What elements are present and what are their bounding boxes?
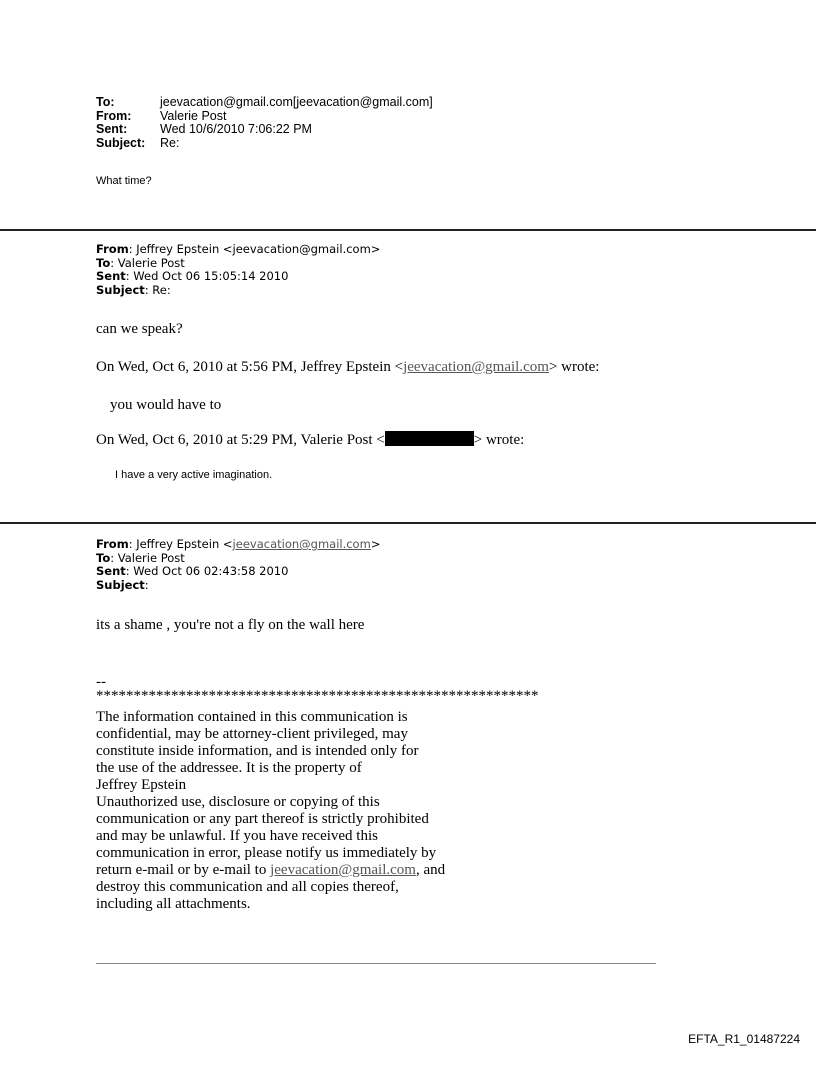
msg3-to-row [96, 552, 380, 566]
from-value: Valerie Post [160, 108, 227, 123]
msg3-sent-row [96, 565, 380, 579]
quote1-prefix: On Wed, Oct 6, 2010 at 5:56 PM, Jeffrey Epstein < [96, 359, 404, 375]
msg2-from-row [96, 243, 380, 257]
signature-rule [96, 963, 656, 964]
disclaimer-l10-prefix: return e-mail or by e-mail to [96, 862, 271, 878]
msg3-from-email-link[interactable]: jeevacation@gmail.com [232, 537, 371, 551]
quote1-email-link[interactable]: jeevacation@gmail.com [403, 359, 549, 375]
msg2-from-label: From [96, 242, 129, 256]
quote1-attribution [96, 359, 599, 376]
msg2-subject-value: : Re: [144, 282, 171, 297]
to-value: jeevacation@gmail.com[jeevacation@gmail.com] [160, 95, 433, 109]
quote1-suffix: > wrote: [548, 359, 600, 375]
subject-label: Subject: [96, 135, 146, 150]
subject-value: Re: [160, 135, 180, 150]
quote2-attribution [96, 431, 524, 449]
signature-dash: -- [96, 674, 106, 690]
divider [0, 229, 816, 231]
msg2-to-label: To [96, 255, 111, 270]
header-sent-row [96, 123, 433, 137]
msg2-from-value: : Jeffrey Epstein <jeevacation@gmail.com> [128, 242, 381, 256]
message-header [96, 538, 380, 592]
msg2-sent-label: Sent [96, 269, 126, 283]
msg2-body: can we speak? [96, 321, 183, 337]
disclaimer-line: destroy this communication and all copies thereof, [96, 879, 399, 895]
disclaimer-line: the use of the addressee. It is the property of [96, 760, 362, 776]
sent-label: Sent: [96, 122, 128, 136]
header-subject-row [96, 137, 433, 151]
disclaimer-line: and may be unlawful. If you have received this [96, 828, 378, 844]
msg3-body: its a shame , you're not a fly on the wall here [96, 617, 365, 633]
msg3-subject-row [96, 579, 380, 593]
msg3-sent-value: : Wed Oct 06 02:43:58 2010 [125, 564, 289, 578]
message-header [96, 243, 380, 297]
disclaimer-line: including all attachments. [96, 896, 251, 912]
msg2-sent-value: : Wed Oct 06 15:05:14 2010 [125, 269, 289, 283]
header-from-row [96, 110, 433, 124]
msg2-to-value: : Valerie Post [110, 255, 185, 270]
msg3-subject-value: : [144, 577, 149, 592]
email-header [96, 96, 433, 150]
msg3-from-prefix: : Jeffrey Epstein < [128, 537, 233, 551]
signature-stars: *********************************************************** [96, 688, 539, 704]
quote1-body: you would have to [110, 397, 222, 413]
to-label: To: [96, 95, 115, 109]
disclaimer-line: Jeffrey Epstein [96, 777, 187, 793]
disclaimer-line: communication in error, please notify us immediately by [96, 845, 437, 861]
msg3-sent-label: Sent [96, 564, 126, 578]
msg3-to-value: : Valerie Post [110, 550, 185, 565]
disclaimer-email-link[interactable]: jeevacation@gmail.com [270, 862, 416, 878]
disclaimer-line: The information contained in this communication is [96, 709, 408, 725]
confidentiality-disclaimer [96, 709, 516, 913]
msg2-sent-row [96, 270, 380, 284]
msg3-from-row [96, 538, 380, 552]
disclaimer-line: constitute inside information, and is intended only for [96, 743, 419, 759]
quote2-prefix: On Wed, Oct 6, 2010 at 5:29 PM, Valerie Post < [96, 432, 385, 448]
reply-text: What time? [96, 175, 152, 187]
msg3-from-label: From [96, 537, 129, 551]
sent-value: Wed 10/6/2010 7:06:22 PM [160, 122, 312, 136]
disclaimer-line: communication or any part thereof is strictly prohibited [96, 811, 429, 827]
quote2-suffix: > wrote: [473, 432, 525, 448]
disclaimer-line: Unauthorized use, disclosure or copying of this [96, 794, 380, 810]
msg3-from-suffix: > [370, 537, 381, 551]
msg2-subject-row [96, 284, 380, 298]
header-to-row [96, 96, 433, 110]
disclaimer-l10-suffix: , and [415, 862, 446, 878]
document-id: EFTA_R1_01487224 [688, 1032, 800, 1046]
redaction-box [385, 431, 474, 446]
disclaimer-line: confidential, may be attorney-client privileged, may [96, 726, 408, 742]
msg2-subject-label: Subject [96, 282, 145, 297]
msg3-subject-label: Subject [96, 577, 145, 592]
msg2-to-row [96, 257, 380, 271]
quote2-body: I have a very active imagination. [115, 469, 273, 481]
from-label: From: [96, 108, 132, 123]
disclaimer-line [96, 862, 516, 879]
divider [0, 522, 816, 524]
msg3-to-label: To [96, 550, 111, 565]
